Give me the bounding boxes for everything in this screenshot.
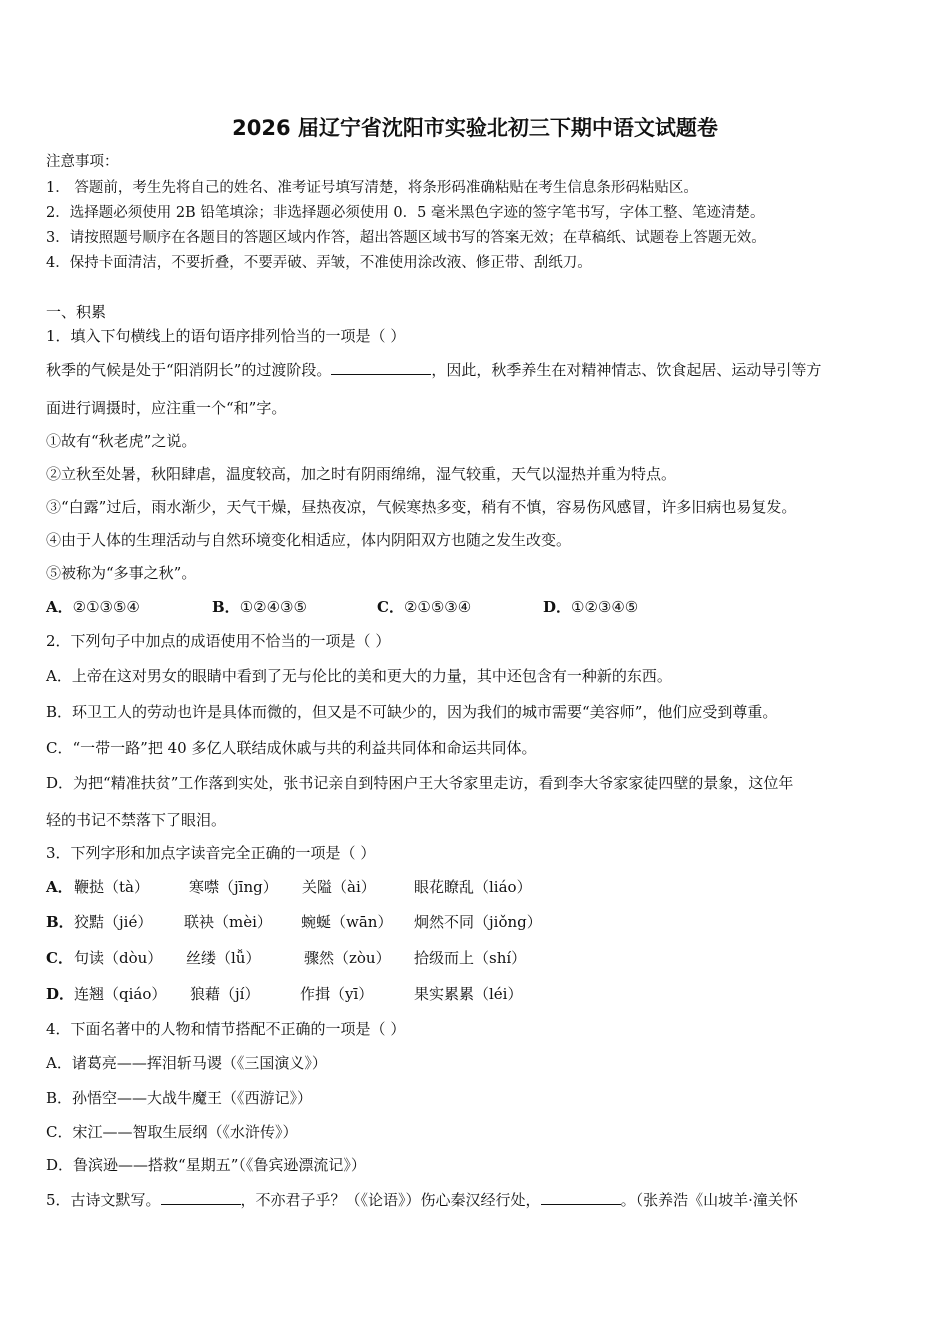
question-5-part: 5．古诗文默写。 <box>46 1191 161 1209</box>
option-cell: 炯然不同（jiǒng） <box>414 913 542 931</box>
option-label: B． <box>212 598 240 616</box>
option-cell: 连翘（qiáo） <box>74 985 167 1003</box>
option-cell: 拾级而上（shí） <box>414 949 527 967</box>
option-cell: 鞭挞（tà） <box>74 878 149 896</box>
notice-item: 3．请按照题号顺序在各题目的答题区域内作答，超出答题区域书写的答案无效；在草稿纸、试题卷上答题无效。 <box>46 230 766 246</box>
question-1-item: ③“白露”过后，雨水渐少，天气干燥，昼热夜凉，气候寒热多变，稍有不慎，容易伤风感冒，许多旧病也易复发。 <box>46 498 797 516</box>
option-label: C． <box>46 949 73 967</box>
question-3-option-c[interactable] <box>46 948 526 968</box>
question-2-option[interactable]: C．“一带一路”把 40 多亿人联结成休戚与共的利益共同体和命运共同体。 <box>46 739 537 757</box>
option-text: ①②③④⑤ <box>571 598 639 616</box>
passage-part: 秋季的气候是处于“阳消阴长”的过渡阶段。 <box>46 361 332 379</box>
question-1-item: ②立秋至处暑，秋阳肆虐，温度较高，加之时有阴雨绵绵，湿气较重，天气以湿热并重为特点。 <box>46 465 677 483</box>
question-4-stem: 4．下面名著中的人物和情节搭配不正确的一项是（ ） <box>46 1020 406 1038</box>
option-label: A． <box>46 598 73 616</box>
option-label: A． <box>46 878 73 896</box>
question-2-option[interactable]: A．上帝在这对男女的眼睛中看到了无与伦比的美和更大的力量，其中还包含有一种新的东西。 <box>46 667 672 685</box>
option-cell: 狡黠（jié） <box>74 913 153 931</box>
question-3-stem: 3．下列字形和加点字读音完全正确的一项是（ ） <box>46 844 376 862</box>
question-1-passage <box>46 360 821 380</box>
notice-item: 2．选择题必须使用 2B 铅笔填涂；非选择题必须使用 0．5 毫米黑色字迹的签字笔书写，字体工整、笔迹清楚。 <box>46 205 765 221</box>
question-4-option[interactable]: A．诸葛亮——挥泪斩马谡（《三国演义》） <box>46 1054 327 1072</box>
notice-heading: 注意事项： <box>46 154 119 170</box>
question-4-option[interactable]: D．鲁滨逊——搭救“星期五”（《鲁宾逊漂流记》） <box>46 1156 366 1174</box>
question-4-option[interactable]: C．宋江——智取生辰纲（《水浒传》） <box>46 1123 298 1141</box>
question-4-option[interactable]: B．孙悟空——大战牛魔王（《西游记》） <box>46 1089 313 1107</box>
option-label: D． <box>46 985 75 1003</box>
option-c[interactable] <box>377 597 471 617</box>
section-heading: 一、积累 <box>46 303 107 321</box>
question-1-passage-cont: 面进行调摄时，应注重一个“和”字。 <box>46 399 287 417</box>
option-cell: 寒噤（jīng） <box>189 878 278 896</box>
question-5-stem <box>46 1190 798 1210</box>
option-cell: 作揖（yī） <box>300 985 374 1003</box>
option-cell: 关隘（ài） <box>302 878 376 896</box>
page-title: 2026 届辽宁省沈阳市实验北初三下期中语文试题卷 <box>232 116 718 140</box>
option-label: B． <box>46 913 74 931</box>
option-d[interactable] <box>543 597 638 617</box>
option-cell: 狼藉（jí） <box>190 985 260 1003</box>
option-label: C． <box>377 598 404 616</box>
option-cell: 联袂（mèi） <box>184 913 272 931</box>
option-text: ①②④③⑤ <box>239 598 307 616</box>
option-cell: 丝缕（lǚ） <box>186 949 261 967</box>
answer-blank[interactable] <box>331 360 431 375</box>
answer-blank[interactable] <box>161 1190 241 1205</box>
question-2-option[interactable]: D．为把“精准扶贫”工作落到实处，张书记亲自到特困户王大爷家里走访，看到李大爷家家徒四壁的景象，这位年 <box>46 774 794 792</box>
question-3-option-b[interactable] <box>46 912 542 932</box>
question-3-option-d[interactable] <box>46 984 522 1004</box>
question-2-option-cont: 轻的书记不禁落下了眼泪。 <box>46 811 227 829</box>
option-a[interactable] <box>46 597 140 617</box>
question-2-option[interactable]: B．环卫工人的劳动也许是具体而微的，但又是不可缺少的，因为我们的城市需要“美容师”，他们应受到尊重。 <box>46 703 778 721</box>
question-1-item: ⑤被称为“多事之秋”。 <box>46 564 197 582</box>
question-1-item: ④由于人体的生理活动与自然环境变化相适应，体内阴阳双方也随之发生改变。 <box>46 531 572 549</box>
option-cell: 骤然（zòu） <box>304 949 391 967</box>
option-b[interactable] <box>212 597 307 617</box>
option-cell: 眼花瞭乱（liáo） <box>414 878 532 896</box>
question-1-stem: 1．填入下句横线上的语句语序排列恰当的一项是（ ） <box>46 327 406 345</box>
option-cell: 句读（dòu） <box>74 949 163 967</box>
question-5-part: ，不亦君子乎？（《论语》）伤心秦汉经行处， <box>240 1191 541 1209</box>
option-cell: 蜿蜒（wān） <box>301 913 393 931</box>
question-3-option-a[interactable] <box>46 877 532 897</box>
question-1-item: ①故有“秋老虎”之说。 <box>46 432 197 450</box>
question-2-stem: 2．下列句子中加点的成语使用不恰当的一项是（ ） <box>46 632 391 650</box>
option-text: ②①⑤③④ <box>403 598 472 616</box>
passage-part: ，因此，秋季养生在对精神情志、饮食起居、运动导引等方 <box>431 361 822 379</box>
option-text: ②①③⑤④ <box>72 598 140 616</box>
notice-item: 1． 答题前，考生先将自己的姓名、准考证号填写清楚，将条形码准确粘贴在考生信息条形码粘贴区。 <box>46 180 698 196</box>
option-cell: 果实累累（léi） <box>414 985 523 1003</box>
answer-blank[interactable] <box>541 1190 621 1205</box>
notice-item: 4．保持卡面清洁，不要折叠，不要弄破、弄皱，不准使用涂改液、修正带、刮纸刀。 <box>46 255 592 271</box>
option-label: D． <box>543 598 572 616</box>
question-5-part: 。（张养浩《山坡羊·潼关怀 <box>620 1191 798 1209</box>
